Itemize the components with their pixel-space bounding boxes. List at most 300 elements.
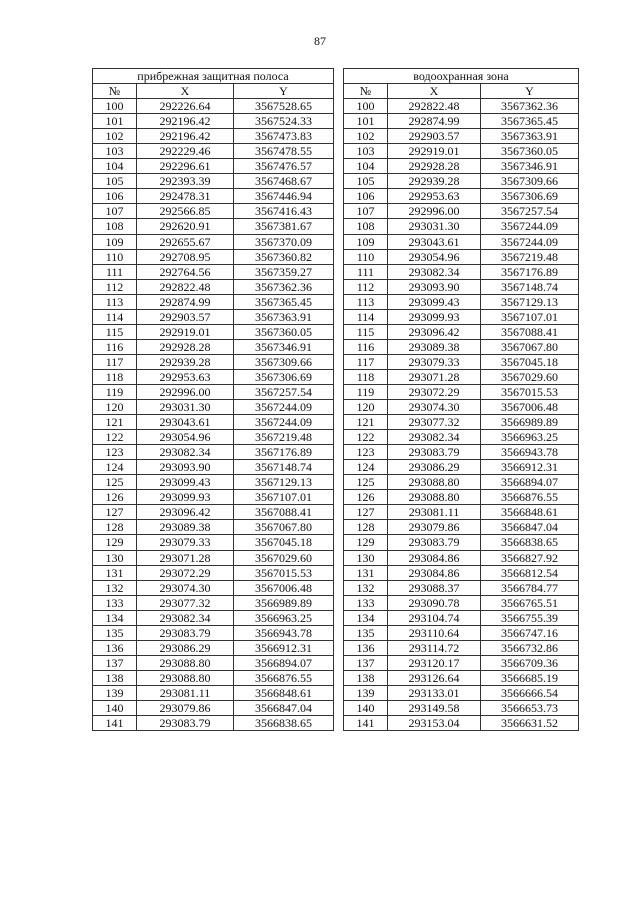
header-x: X [388, 84, 481, 99]
cell-y: 3567045.18 [234, 535, 334, 550]
cell-y: 3567176.89 [234, 445, 334, 460]
cell-y: 3566838.65 [234, 716, 334, 731]
table-row [344, 189, 579, 204]
cell-y: 3567244.09 [234, 400, 334, 415]
cell-number: 105 [344, 174, 388, 189]
table-row [344, 565, 579, 580]
cell-number: 123 [344, 445, 388, 460]
water-protection-zone-table [343, 68, 579, 731]
table-row [344, 640, 579, 655]
cell-y: 3567524.33 [234, 114, 334, 129]
cell-x: 293083.79 [388, 445, 481, 460]
cell-y: 3567129.13 [481, 294, 579, 309]
cell-number: 127 [93, 505, 137, 520]
cell-x: 292226.64 [137, 99, 234, 114]
cell-number: 103 [344, 144, 388, 159]
cell-x: 292903.57 [388, 129, 481, 144]
table-row [344, 294, 579, 309]
cell-number: 133 [344, 595, 388, 610]
table-row [93, 234, 334, 249]
cell-number: 134 [93, 610, 137, 625]
table-row [93, 159, 334, 174]
cell-number: 138 [93, 670, 137, 685]
table-row [344, 309, 579, 324]
cell-x: 293054.96 [137, 430, 234, 445]
cell-number: 115 [93, 324, 137, 339]
table-row [93, 129, 334, 144]
cell-y: 3567045.18 [481, 354, 579, 369]
table-row [93, 354, 334, 369]
cell-x: 293082.34 [388, 264, 481, 279]
cell-y: 3567244.09 [481, 234, 579, 249]
cell-y: 3566666.54 [481, 685, 579, 700]
cell-number: 125 [93, 475, 137, 490]
cell-y: 3567360.05 [481, 144, 579, 159]
cell-number: 126 [93, 490, 137, 505]
cell-number: 134 [344, 610, 388, 625]
cell-y: 3566912.31 [234, 640, 334, 655]
cell-x: 292229.46 [137, 144, 234, 159]
cell-number: 141 [93, 716, 137, 731]
cell-number: 138 [344, 670, 388, 685]
cell-x: 293088.37 [388, 580, 481, 595]
cell-x: 293043.61 [388, 234, 481, 249]
cell-number: 116 [93, 339, 137, 354]
cell-x: 293099.43 [388, 294, 481, 309]
cell-number: 112 [93, 279, 137, 294]
cell-y: 3567473.83 [234, 129, 334, 144]
cell-x: 293088.80 [137, 655, 234, 670]
cell-number: 119 [344, 384, 388, 399]
table-row [344, 264, 579, 279]
table-row [93, 204, 334, 219]
cell-x: 293104.74 [388, 610, 481, 625]
table-row [344, 204, 579, 219]
table-row [344, 685, 579, 700]
cell-y: 3567219.48 [481, 249, 579, 264]
cell-x: 293096.42 [388, 324, 481, 339]
cell-number: 136 [93, 640, 137, 655]
table-row [93, 114, 334, 129]
cell-y: 3567468.67 [234, 174, 334, 189]
table-row [93, 324, 334, 339]
table-row [344, 595, 579, 610]
coastal-protection-strip-table [92, 68, 334, 731]
cell-y: 3566685.19 [481, 670, 579, 685]
cell-number: 113 [93, 294, 137, 309]
cell-y: 3567478.55 [234, 144, 334, 159]
cell-y: 3566812.54 [481, 565, 579, 580]
cell-x: 293081.11 [137, 685, 234, 700]
cell-number: 100 [93, 99, 137, 114]
table-row [93, 144, 334, 159]
cell-y: 3567346.91 [481, 159, 579, 174]
cell-x: 293043.61 [137, 415, 234, 430]
table-row [344, 369, 579, 384]
cell-y: 3566848.61 [481, 505, 579, 520]
cell-y: 3566847.04 [481, 520, 579, 535]
table-row [93, 670, 334, 685]
cell-x: 292919.01 [388, 144, 481, 159]
cell-y: 3567257.54 [234, 384, 334, 399]
cell-number: 125 [344, 475, 388, 490]
table-row [93, 490, 334, 505]
table-row [93, 400, 334, 415]
cell-number: 129 [93, 535, 137, 550]
cell-y: 3567476.57 [234, 159, 334, 174]
cell-x: 293099.93 [388, 309, 481, 324]
cell-number: 114 [93, 309, 137, 324]
table-row [344, 144, 579, 159]
cell-x: 293084.86 [388, 550, 481, 565]
cell-x: 293079.86 [388, 520, 481, 535]
table-row [344, 670, 579, 685]
table-row [93, 475, 334, 490]
cell-number: 109 [344, 234, 388, 249]
cell-number: 141 [344, 716, 388, 731]
cell-x: 292996.00 [388, 204, 481, 219]
table-row [93, 505, 334, 520]
cell-y: 3567346.91 [234, 339, 334, 354]
cell-y: 3566847.04 [234, 700, 334, 715]
table-row [93, 580, 334, 595]
table-row [344, 716, 579, 731]
cell-number: 110 [93, 249, 137, 264]
cell-x: 292822.48 [137, 279, 234, 294]
cell-y: 3566755.39 [481, 610, 579, 625]
cell-y: 3566989.89 [234, 595, 334, 610]
cell-number: 130 [93, 550, 137, 565]
cell-number: 112 [344, 279, 388, 294]
table-row [344, 700, 579, 715]
cell-y: 3567015.53 [481, 384, 579, 399]
table-row [344, 159, 579, 174]
cell-y: 3566732.86 [481, 640, 579, 655]
cell-number: 103 [93, 144, 137, 159]
cell-number: 104 [344, 159, 388, 174]
cell-x: 292953.63 [388, 189, 481, 204]
cell-x: 293099.43 [137, 475, 234, 490]
cell-number: 102 [344, 129, 388, 144]
table-row [93, 369, 334, 384]
table-header-row [93, 84, 334, 99]
table-row [344, 234, 579, 249]
table-row [93, 294, 334, 309]
cell-x: 293082.34 [388, 430, 481, 445]
cell-x: 292764.56 [137, 264, 234, 279]
cell-x: 293096.42 [137, 505, 234, 520]
cell-y: 3567309.66 [234, 354, 334, 369]
cell-x: 293153.04 [388, 716, 481, 731]
table-row [93, 189, 334, 204]
table-row [93, 700, 334, 715]
cell-y: 3567129.13 [234, 475, 334, 490]
table-row [93, 655, 334, 670]
cell-x: 292939.28 [137, 354, 234, 369]
cell-number: 132 [93, 580, 137, 595]
table-row [344, 324, 579, 339]
cell-y: 3567365.45 [481, 114, 579, 129]
cell-x: 293079.33 [137, 535, 234, 550]
table-row [344, 114, 579, 129]
cell-y: 3567363.91 [481, 129, 579, 144]
cell-x: 292296.61 [137, 159, 234, 174]
cell-y: 3566876.55 [234, 670, 334, 685]
cell-y: 3566989.89 [481, 415, 579, 430]
table-row [344, 415, 579, 430]
cell-x: 293133.01 [388, 685, 481, 700]
cell-number: 137 [344, 655, 388, 670]
cell-number: 139 [344, 685, 388, 700]
cell-number: 101 [344, 114, 388, 129]
cell-y: 3567370.09 [234, 234, 334, 249]
cell-y: 3566963.25 [481, 430, 579, 445]
cell-number: 140 [344, 700, 388, 715]
table-row [93, 610, 334, 625]
cell-x: 293088.80 [388, 490, 481, 505]
cell-y: 3566848.61 [234, 685, 334, 700]
cell-y: 3567006.48 [481, 400, 579, 415]
cell-number: 129 [344, 535, 388, 550]
table-body [93, 99, 334, 731]
table-row [344, 535, 579, 550]
cell-y: 3567359.27 [234, 264, 334, 279]
table-row [93, 565, 334, 580]
cell-x: 293099.93 [137, 490, 234, 505]
table-row [93, 99, 334, 114]
table-row [344, 490, 579, 505]
cell-number: 121 [344, 415, 388, 430]
table-row [344, 520, 579, 535]
table-row [344, 610, 579, 625]
table-row [344, 339, 579, 354]
cell-x: 293031.30 [388, 219, 481, 234]
cell-x: 293072.29 [137, 565, 234, 580]
cell-number: 116 [344, 339, 388, 354]
cell-y: 3567416.43 [234, 204, 334, 219]
cell-x: 293077.32 [388, 415, 481, 430]
cell-x: 292928.28 [388, 159, 481, 174]
page-number: 87 [314, 34, 326, 48]
table-body [344, 99, 579, 731]
table-row [344, 174, 579, 189]
cell-x: 293110.64 [388, 625, 481, 640]
cell-x: 292196.42 [137, 129, 234, 144]
cell-y: 3567309.66 [481, 174, 579, 189]
cell-y: 3566894.07 [234, 655, 334, 670]
cell-y: 3566876.55 [481, 490, 579, 505]
cell-x: 293093.90 [137, 460, 234, 475]
cell-number: 117 [344, 354, 388, 369]
cell-number: 117 [93, 354, 137, 369]
cell-number: 101 [93, 114, 137, 129]
table-row [93, 520, 334, 535]
cell-number: 128 [93, 520, 137, 535]
table-row [93, 535, 334, 550]
header-y: Y [234, 84, 334, 99]
cell-x: 293088.80 [388, 475, 481, 490]
cell-y: 3566784.77 [481, 580, 579, 595]
cell-number: 130 [344, 550, 388, 565]
table-row [344, 384, 579, 399]
cell-x: 293083.79 [137, 716, 234, 731]
table-row [93, 339, 334, 354]
cell-y: 3567244.09 [481, 219, 579, 234]
table-row [93, 460, 334, 475]
cell-number: 135 [344, 625, 388, 640]
table-row [93, 595, 334, 610]
cell-y: 3566943.78 [234, 625, 334, 640]
cell-number: 122 [344, 430, 388, 445]
cell-y: 3567006.48 [234, 580, 334, 595]
cell-x: 292928.28 [137, 339, 234, 354]
table-row [344, 400, 579, 415]
cell-number: 108 [93, 219, 137, 234]
header-x: X [137, 84, 234, 99]
cell-x: 293077.32 [137, 595, 234, 610]
cell-x: 293074.30 [137, 580, 234, 595]
cell-x: 293093.90 [388, 279, 481, 294]
cell-number: 118 [93, 369, 137, 384]
table-row [344, 445, 579, 460]
table-row [344, 460, 579, 475]
cell-x: 292655.67 [137, 234, 234, 249]
cell-number: 127 [344, 505, 388, 520]
cell-y: 3567528.65 [234, 99, 334, 114]
cell-y: 3566894.07 [481, 475, 579, 490]
cell-y: 3567306.69 [481, 189, 579, 204]
table-row [344, 625, 579, 640]
cell-y: 3567381.67 [234, 219, 334, 234]
cell-x: 292478.31 [137, 189, 234, 204]
table-row [344, 354, 579, 369]
table-row [344, 505, 579, 520]
cell-x: 292822.48 [388, 99, 481, 114]
cell-number: 140 [93, 700, 137, 715]
table-row [93, 685, 334, 700]
cell-x: 292874.99 [388, 114, 481, 129]
cell-number: 106 [93, 189, 137, 204]
cell-y: 3566963.25 [234, 610, 334, 625]
cell-number: 111 [344, 264, 388, 279]
cell-y: 3567015.53 [234, 565, 334, 580]
table-row [93, 430, 334, 445]
cell-y: 3566747.16 [481, 625, 579, 640]
cell-number: 133 [93, 595, 137, 610]
cell-number: 108 [344, 219, 388, 234]
table-row [93, 415, 334, 430]
cell-x: 292903.57 [137, 309, 234, 324]
cell-number: 109 [93, 234, 137, 249]
cell-x: 293071.28 [388, 369, 481, 384]
cell-y: 3567029.60 [234, 550, 334, 565]
cell-number: 139 [93, 685, 137, 700]
cell-number: 136 [344, 640, 388, 655]
cell-y: 3567257.54 [481, 204, 579, 219]
cell-x: 292953.63 [137, 369, 234, 384]
cell-y: 3567306.69 [234, 369, 334, 384]
table-title: водоохранная зона [344, 69, 579, 84]
table-row [344, 580, 579, 595]
cell-number: 114 [344, 309, 388, 324]
cell-x: 293089.38 [137, 520, 234, 535]
table-row [344, 475, 579, 490]
cell-number: 121 [93, 415, 137, 430]
cell-number: 135 [93, 625, 137, 640]
cell-number: 122 [93, 430, 137, 445]
table-title-row [93, 69, 334, 84]
cell-y: 3567244.09 [234, 415, 334, 430]
cell-x: 292919.01 [137, 324, 234, 339]
cell-x: 292708.95 [137, 249, 234, 264]
cell-number: 120 [344, 400, 388, 415]
cell-number: 118 [344, 369, 388, 384]
cell-y: 3567360.82 [234, 249, 334, 264]
cell-number: 115 [344, 324, 388, 339]
table-row [344, 655, 579, 670]
cell-x: 293086.29 [388, 460, 481, 475]
cell-number: 124 [93, 460, 137, 475]
table-row [93, 625, 334, 640]
cell-y: 3567446.94 [234, 189, 334, 204]
table-row [93, 550, 334, 565]
cell-x: 293071.28 [137, 550, 234, 565]
table-row [344, 219, 579, 234]
table-row [93, 264, 334, 279]
cell-y: 3567360.05 [234, 324, 334, 339]
table-row [344, 430, 579, 445]
cell-x: 293082.34 [137, 445, 234, 460]
cell-y: 3567362.36 [481, 99, 579, 114]
table-row [93, 279, 334, 294]
header-number: № [344, 84, 388, 99]
cell-y: 3566631.52 [481, 716, 579, 731]
cell-y: 3567219.48 [234, 430, 334, 445]
cell-x: 293082.34 [137, 610, 234, 625]
cell-y: 3567365.45 [234, 294, 334, 309]
cell-x: 293072.29 [388, 384, 481, 399]
cell-y: 3567029.60 [481, 369, 579, 384]
cell-x: 293120.17 [388, 655, 481, 670]
table-row [93, 716, 334, 731]
cell-number: 113 [344, 294, 388, 309]
cell-x: 293031.30 [137, 400, 234, 415]
cell-x: 292996.00 [137, 384, 234, 399]
cell-number: 131 [93, 565, 137, 580]
cell-x: 292620.91 [137, 219, 234, 234]
table-row [344, 129, 579, 144]
table-row [93, 174, 334, 189]
cell-y: 3567088.41 [234, 505, 334, 520]
table-row [93, 384, 334, 399]
cell-number: 119 [93, 384, 137, 399]
cell-y: 3566912.31 [481, 460, 579, 475]
cell-number: 105 [93, 174, 137, 189]
cell-y: 3566653.73 [481, 700, 579, 715]
cell-x: 292939.28 [388, 174, 481, 189]
table-row [93, 219, 334, 234]
cell-x: 293084.86 [388, 565, 481, 580]
cell-x: 293074.30 [388, 400, 481, 415]
table-row [93, 640, 334, 655]
cell-number: 131 [344, 565, 388, 580]
cell-number: 126 [344, 490, 388, 505]
cell-y: 3567107.01 [481, 309, 579, 324]
table-title: прибрежная защитная полоса [93, 69, 334, 84]
cell-x: 293054.96 [388, 249, 481, 264]
cell-y: 3567067.80 [234, 520, 334, 535]
table-row [344, 550, 579, 565]
